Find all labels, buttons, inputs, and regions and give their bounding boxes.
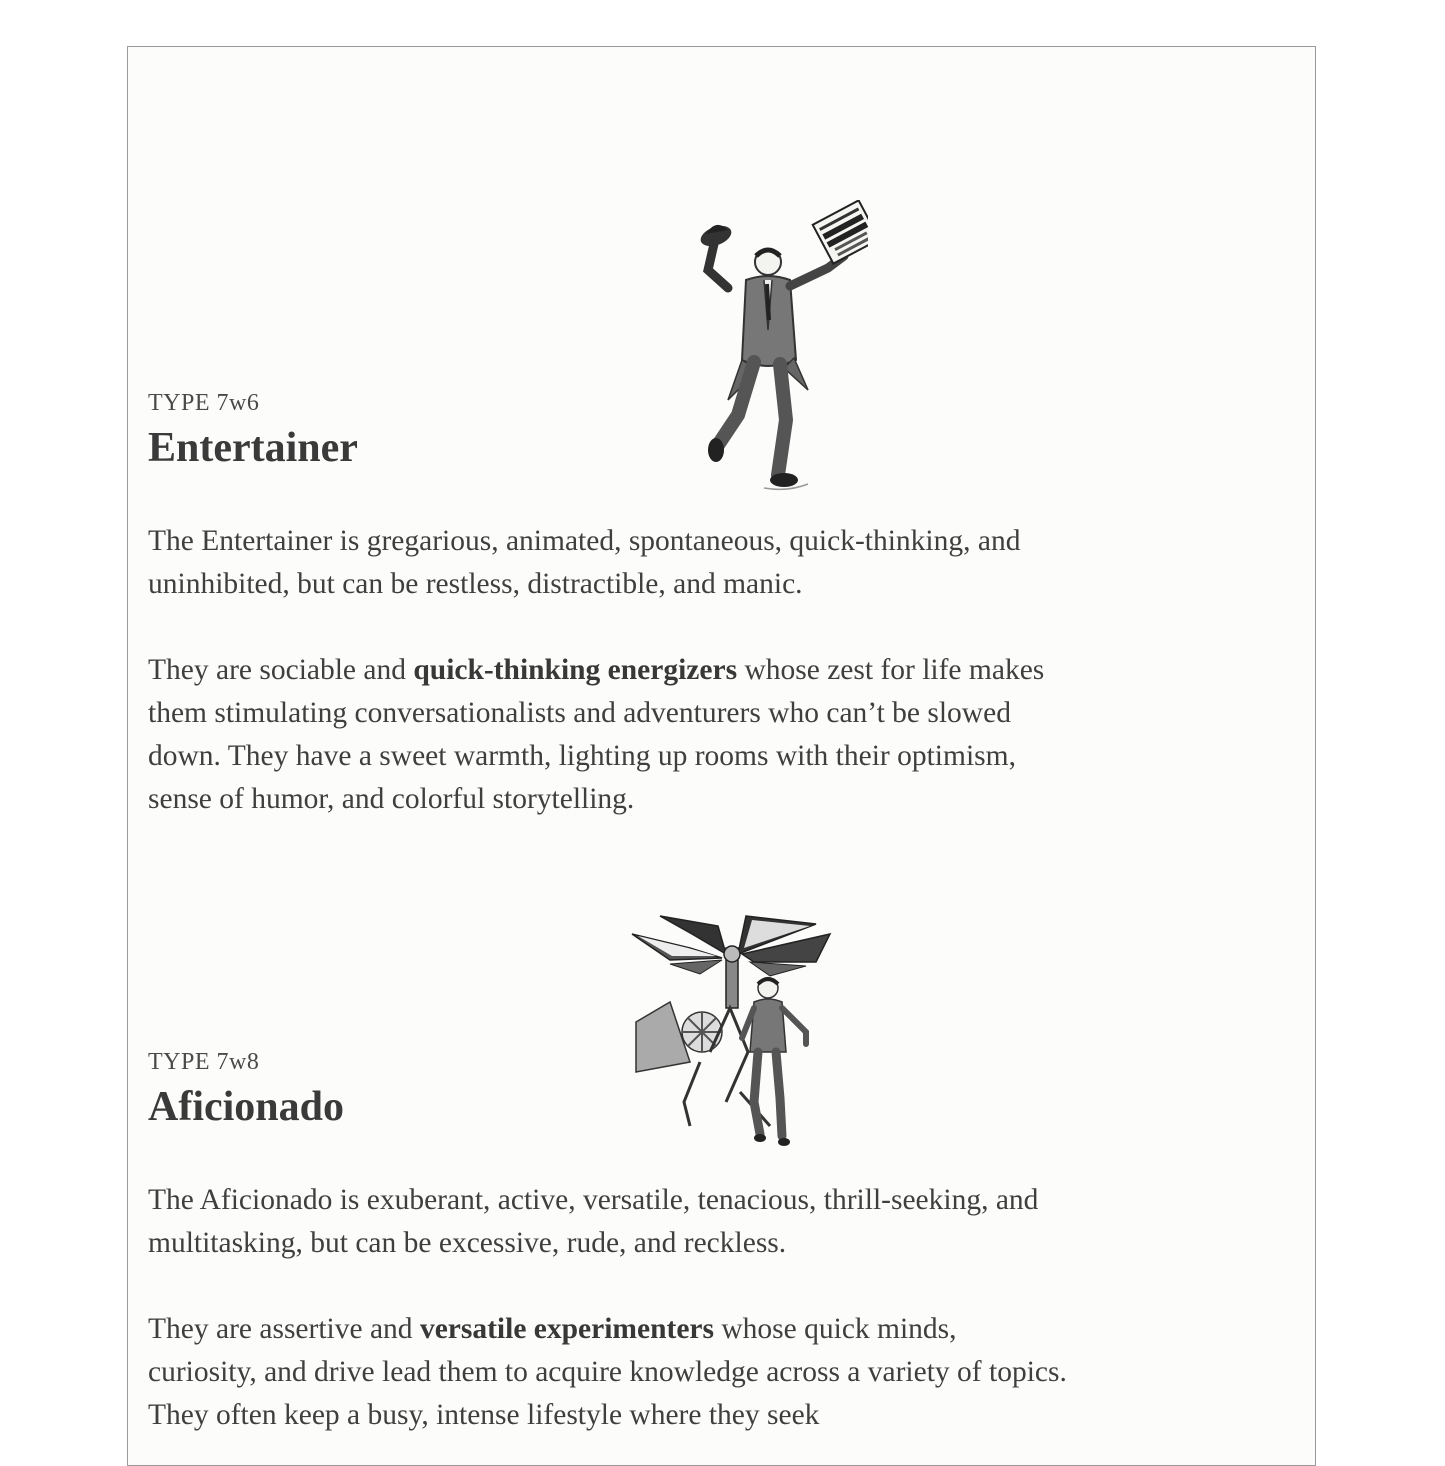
type-summary: The Aficionado is exuberant, active, versatile, tenacious, thrill-seeking, and multitasking, but can be excessive, rude, and reckless.	[148, 1184, 1039, 1259]
detail-text: whose zest for life makes them stimulating conversationalists and adventurers who can’t be slowed down. They have a sweet warmth, lighting up rooms with their optimism, sense of humor, and colorful storytelling.	[148, 654, 1045, 815]
type-detail	[148, 1308, 1068, 1437]
detail-highlight: versatile experimenters	[419, 1313, 714, 1345]
detail-text: They are sociable and	[148, 654, 414, 686]
detail-text: whose quick minds, curiosity, and drive lead them to acquire knowledge across a variety of topics. They often keep a busy, intense lifestyle where they seek	[148, 1313, 1067, 1431]
detail-highlight: quick-thinking energizers	[413, 654, 738, 686]
flying-machine-icon	[630, 912, 836, 1152]
type-label: TYPE 7w6	[148, 390, 260, 416]
type-label: TYPE 7w8	[148, 1049, 260, 1075]
detail-text: They are assertive and	[148, 1313, 420, 1345]
type-name: Aficionado	[148, 1084, 345, 1130]
type-summary: The Entertainer is gregarious, animated, spontaneous, quick-thinking, and uninhibited, but can be restless, distractible, and manic.	[148, 525, 1021, 600]
type-section-aficionado	[148, 0, 1068, 1445]
type-name: Entertainer	[148, 425, 358, 471]
